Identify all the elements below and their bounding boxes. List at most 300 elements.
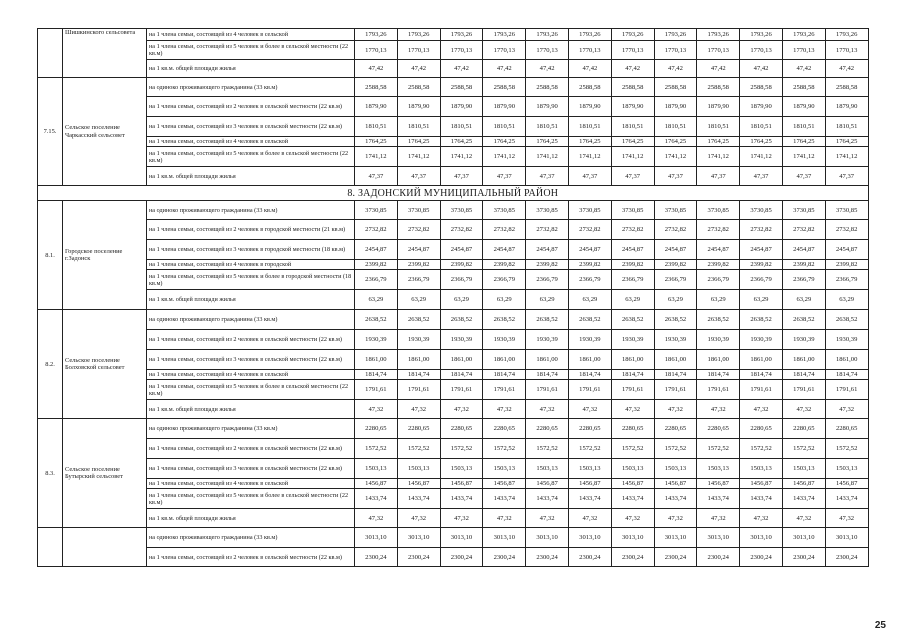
price-cell: 1793,26 bbox=[740, 29, 783, 41]
price-cell: 2280,65 bbox=[397, 419, 440, 439]
table-row bbox=[38, 167, 869, 186]
price-cell: 2366,79 bbox=[440, 270, 483, 290]
price-cell: 2300,24 bbox=[740, 548, 783, 567]
price-cell: 47,37 bbox=[526, 167, 569, 186]
price-cell: 1814,74 bbox=[397, 370, 440, 380]
price-cell: 47,32 bbox=[526, 400, 569, 419]
price-cell: 2399,82 bbox=[526, 260, 569, 270]
row-description: на 1 кв.м. общей площади жилья bbox=[147, 400, 355, 419]
price-cell: 47,42 bbox=[740, 60, 783, 78]
price-cell: 1791,61 bbox=[697, 380, 740, 400]
row-description: на 1 члена семьи, состоящей из 2 человек в сельской местности (22 кв.м) bbox=[147, 548, 355, 567]
price-cell: 47,37 bbox=[825, 167, 868, 186]
price-cell: 1879,90 bbox=[654, 97, 697, 117]
price-cell: 1503,13 bbox=[483, 459, 526, 479]
price-cell: 1503,13 bbox=[611, 459, 654, 479]
price-cell: 2399,82 bbox=[611, 260, 654, 270]
price-cell: 1930,39 bbox=[440, 330, 483, 350]
price-cell: 1861,00 bbox=[611, 350, 654, 370]
row-description: на 1 члена семьи, состоящей из 5 человек и более в сельской местности (22 кв.м) bbox=[147, 489, 355, 509]
row-description: на 1 кв.м. общей площади жилья bbox=[147, 167, 355, 186]
price-cell: 3013,10 bbox=[611, 528, 654, 548]
price-cell: 3730,85 bbox=[568, 201, 611, 220]
price-cell: 1930,39 bbox=[355, 330, 398, 350]
price-cell: 47,42 bbox=[825, 60, 868, 78]
table-row bbox=[38, 310, 869, 330]
price-cell: 47,37 bbox=[397, 167, 440, 186]
price-cell: 1770,13 bbox=[568, 41, 611, 60]
price-cell: 1503,13 bbox=[782, 459, 825, 479]
price-cell: 1764,25 bbox=[526, 137, 569, 147]
price-cell: 2280,65 bbox=[654, 419, 697, 439]
price-cell: 2280,65 bbox=[355, 419, 398, 439]
price-cell: 1503,13 bbox=[440, 459, 483, 479]
price-cell: 1793,26 bbox=[654, 29, 697, 41]
row-description: на 1 члена семьи, состоящей из 4 человек в сельской bbox=[147, 479, 355, 489]
row-description: на 1 члена семьи, состоящей из 5 человек и более в сельской местности (22 кв.м) bbox=[147, 41, 355, 60]
price-cell: 2366,79 bbox=[397, 270, 440, 290]
price-cell: 2588,58 bbox=[611, 78, 654, 97]
price-cell: 47,37 bbox=[654, 167, 697, 186]
price-cell: 1791,61 bbox=[440, 380, 483, 400]
price-cell: 1572,52 bbox=[782, 439, 825, 459]
price-cell: 2366,79 bbox=[483, 270, 526, 290]
price-cell: 3013,10 bbox=[440, 528, 483, 548]
price-cell: 1764,25 bbox=[355, 137, 398, 147]
price-cell: 1503,13 bbox=[568, 459, 611, 479]
price-cell: 1770,13 bbox=[782, 41, 825, 60]
price-cell: 3730,85 bbox=[782, 201, 825, 220]
price-cell: 1791,61 bbox=[355, 380, 398, 400]
table-row bbox=[38, 419, 869, 439]
price-cell: 1861,00 bbox=[740, 350, 783, 370]
price-cell: 1861,00 bbox=[397, 350, 440, 370]
row-description: на одиноко проживающего гражданина (33 кв.м) bbox=[147, 528, 355, 548]
price-cell: 1433,74 bbox=[397, 489, 440, 509]
price-cell: 1861,00 bbox=[483, 350, 526, 370]
price-cell: 47,32 bbox=[782, 400, 825, 419]
price-cell: 63,29 bbox=[355, 290, 398, 310]
price-cell: 2732,82 bbox=[825, 220, 868, 240]
price-cell: 47,42 bbox=[355, 60, 398, 78]
district-heading-row bbox=[38, 186, 869, 201]
table-row bbox=[38, 400, 869, 419]
price-cell: 2588,58 bbox=[440, 78, 483, 97]
price-cell: 1770,13 bbox=[355, 41, 398, 60]
price-cell: 1793,26 bbox=[526, 29, 569, 41]
price-cell: 47,42 bbox=[697, 60, 740, 78]
settlement-name: Сельское поселение Чаркасский сельсовет bbox=[63, 78, 147, 186]
price-cell: 2399,82 bbox=[355, 260, 398, 270]
price-cell: 1572,52 bbox=[483, 439, 526, 459]
price-cell: 3013,10 bbox=[740, 528, 783, 548]
price-cell: 47,37 bbox=[611, 167, 654, 186]
table-row bbox=[38, 260, 869, 270]
price-cell: 2300,24 bbox=[440, 548, 483, 567]
price-cell: 2399,82 bbox=[483, 260, 526, 270]
row-description: на 1 кв.м. общей площади жилья bbox=[147, 509, 355, 528]
price-cell: 3013,10 bbox=[654, 528, 697, 548]
price-cell: 1879,90 bbox=[397, 97, 440, 117]
price-cell: 2638,52 bbox=[355, 310, 398, 330]
price-cell: 2300,24 bbox=[526, 548, 569, 567]
price-cell: 3730,85 bbox=[740, 201, 783, 220]
price-cell: 47,42 bbox=[782, 60, 825, 78]
price-cell: 2366,79 bbox=[526, 270, 569, 290]
price-cell: 1791,61 bbox=[568, 380, 611, 400]
price-cell: 63,29 bbox=[397, 290, 440, 310]
price-cell: 1879,90 bbox=[697, 97, 740, 117]
price-cell: 2638,52 bbox=[526, 310, 569, 330]
row-description: на 1 члена семьи, состоящей из 2 человек в сельской местности (22 кв.м) bbox=[147, 439, 355, 459]
price-cell: 1770,13 bbox=[526, 41, 569, 60]
price-cell: 2300,24 bbox=[825, 548, 868, 567]
price-cell: 3730,85 bbox=[825, 201, 868, 220]
price-cell: 2454,87 bbox=[654, 240, 697, 260]
price-cell: 1814,74 bbox=[654, 370, 697, 380]
row-description: на 1 члена семьи, состоящей из 4 человек в сельской bbox=[147, 137, 355, 147]
price-cell: 1456,87 bbox=[440, 479, 483, 489]
row-description: на 1 члена семьи, состоящей из 4 человек в городской bbox=[147, 260, 355, 270]
price-cell: 1433,74 bbox=[440, 489, 483, 509]
price-cell: 47,32 bbox=[440, 509, 483, 528]
price-cell: 2280,65 bbox=[825, 419, 868, 439]
price-cell: 1814,74 bbox=[782, 370, 825, 380]
price-cell: 1456,87 bbox=[740, 479, 783, 489]
price-cell: 2280,65 bbox=[740, 419, 783, 439]
price-cell: 1879,90 bbox=[440, 97, 483, 117]
price-cell: 1764,25 bbox=[440, 137, 483, 147]
price-cell: 1810,51 bbox=[568, 117, 611, 137]
housing-cost-table bbox=[37, 28, 869, 567]
table-row bbox=[38, 290, 869, 310]
price-cell: 2300,24 bbox=[654, 548, 697, 567]
price-cell: 47,42 bbox=[568, 60, 611, 78]
price-cell: 2280,65 bbox=[697, 419, 740, 439]
row-description: на 1 члена семьи, состоящей из 4 человек в сельской bbox=[147, 29, 355, 41]
table-row bbox=[38, 380, 869, 400]
price-cell: 2638,52 bbox=[611, 310, 654, 330]
price-cell: 1572,52 bbox=[397, 439, 440, 459]
table-row bbox=[38, 147, 869, 167]
price-cell: 1930,39 bbox=[611, 330, 654, 350]
price-cell: 3013,10 bbox=[355, 528, 398, 548]
price-cell: 47,32 bbox=[825, 400, 868, 419]
table-row bbox=[38, 350, 869, 370]
price-cell: 47,32 bbox=[355, 509, 398, 528]
table-row bbox=[38, 270, 869, 290]
price-cell: 47,42 bbox=[397, 60, 440, 78]
price-cell: 1456,87 bbox=[611, 479, 654, 489]
price-cell: 1861,00 bbox=[568, 350, 611, 370]
price-cell: 1764,25 bbox=[568, 137, 611, 147]
row-description: на 1 члена семьи, состоящей из 3 человек в сельской местности (22 кв.м) bbox=[147, 350, 355, 370]
price-cell: 1770,13 bbox=[483, 41, 526, 60]
price-cell: 3730,85 bbox=[697, 201, 740, 220]
price-cell: 2300,24 bbox=[611, 548, 654, 567]
price-cell: 1433,74 bbox=[782, 489, 825, 509]
price-cell: 2399,82 bbox=[440, 260, 483, 270]
price-cell: 1572,52 bbox=[740, 439, 783, 459]
price-cell: 47,42 bbox=[611, 60, 654, 78]
row-description: на 1 члена семьи, состоящей из 3 человек в сельской местности (22 кв.м) bbox=[147, 459, 355, 479]
price-cell: 1879,90 bbox=[568, 97, 611, 117]
price-cell: 2454,87 bbox=[782, 240, 825, 260]
price-cell: 47,32 bbox=[782, 509, 825, 528]
price-cell: 2454,87 bbox=[440, 240, 483, 260]
price-cell: 1810,51 bbox=[526, 117, 569, 137]
price-cell: 1793,26 bbox=[355, 29, 398, 41]
price-cell: 2366,79 bbox=[654, 270, 697, 290]
price-cell: 2280,65 bbox=[526, 419, 569, 439]
price-cell: 47,32 bbox=[397, 509, 440, 528]
price-cell: 1810,51 bbox=[654, 117, 697, 137]
price-cell: 47,32 bbox=[697, 400, 740, 419]
price-cell: 1791,61 bbox=[611, 380, 654, 400]
price-cell: 1764,25 bbox=[483, 137, 526, 147]
price-cell: 47,42 bbox=[654, 60, 697, 78]
price-cell: 2732,82 bbox=[397, 220, 440, 240]
price-cell: 1770,13 bbox=[397, 41, 440, 60]
price-cell: 47,37 bbox=[440, 167, 483, 186]
price-cell: 2638,52 bbox=[483, 310, 526, 330]
price-cell: 1810,51 bbox=[440, 117, 483, 137]
price-cell: 1791,61 bbox=[483, 380, 526, 400]
price-cell: 1810,51 bbox=[782, 117, 825, 137]
price-cell: 1861,00 bbox=[526, 350, 569, 370]
table-row bbox=[38, 548, 869, 567]
district-heading: 8. ЗАДОНСКИЙ МУНИЦИПАЛЬНЫЙ РАЙОН bbox=[38, 186, 869, 201]
price-cell: 2732,82 bbox=[697, 220, 740, 240]
table-row bbox=[38, 60, 869, 78]
price-cell: 1791,61 bbox=[526, 380, 569, 400]
price-cell: 2638,52 bbox=[568, 310, 611, 330]
price-cell: 2588,58 bbox=[697, 78, 740, 97]
price-cell: 2454,87 bbox=[526, 240, 569, 260]
price-cell: 1572,52 bbox=[526, 439, 569, 459]
price-cell: 63,29 bbox=[611, 290, 654, 310]
table-row bbox=[38, 509, 869, 528]
price-cell: 2300,24 bbox=[483, 548, 526, 567]
settlement-name bbox=[63, 528, 147, 567]
price-cell: 1930,39 bbox=[697, 330, 740, 350]
price-cell: 1741,12 bbox=[440, 147, 483, 167]
table-row bbox=[38, 97, 869, 117]
price-cell: 1572,52 bbox=[654, 439, 697, 459]
price-cell: 2300,24 bbox=[568, 548, 611, 567]
price-cell: 2588,58 bbox=[526, 78, 569, 97]
price-cell: 1764,25 bbox=[740, 137, 783, 147]
row-description: на 1 члена семьи, состоящей из 5 человек и более в городской местности (18 кв.м) bbox=[147, 270, 355, 290]
price-cell: 1814,74 bbox=[825, 370, 868, 380]
price-cell: 2399,82 bbox=[397, 260, 440, 270]
price-cell: 3013,10 bbox=[825, 528, 868, 548]
price-cell: 2588,58 bbox=[740, 78, 783, 97]
price-cell: 2280,65 bbox=[568, 419, 611, 439]
settlement-code: 7.15. bbox=[38, 78, 63, 186]
price-cell: 1503,13 bbox=[825, 459, 868, 479]
table-body bbox=[38, 29, 869, 567]
price-cell: 1861,00 bbox=[782, 350, 825, 370]
price-cell: 1764,25 bbox=[782, 137, 825, 147]
price-cell: 47,32 bbox=[697, 509, 740, 528]
price-cell: 47,32 bbox=[568, 400, 611, 419]
price-cell: 1879,90 bbox=[740, 97, 783, 117]
price-cell: 2399,82 bbox=[568, 260, 611, 270]
price-cell: 1791,61 bbox=[397, 380, 440, 400]
row-description: на 1 члена семьи, состоящей из 2 человек в городской местности (21 кв.м) bbox=[147, 220, 355, 240]
price-cell: 47,32 bbox=[654, 509, 697, 528]
price-cell: 1930,39 bbox=[526, 330, 569, 350]
price-cell: 2732,82 bbox=[440, 220, 483, 240]
row-description: на 1 кв.м. общей площади жилья bbox=[147, 60, 355, 78]
price-cell: 1741,12 bbox=[740, 147, 783, 167]
price-cell: 1810,51 bbox=[740, 117, 783, 137]
price-cell: 2732,82 bbox=[568, 220, 611, 240]
price-cell: 1793,26 bbox=[483, 29, 526, 41]
price-cell: 1930,39 bbox=[740, 330, 783, 350]
settlement-code: 8.1. bbox=[38, 201, 63, 310]
price-cell: 1930,39 bbox=[782, 330, 825, 350]
price-cell: 47,42 bbox=[526, 60, 569, 78]
price-cell: 2454,87 bbox=[825, 240, 868, 260]
price-cell: 1814,74 bbox=[440, 370, 483, 380]
price-cell: 1770,13 bbox=[740, 41, 783, 60]
price-cell: 2732,82 bbox=[782, 220, 825, 240]
price-cell: 1741,12 bbox=[483, 147, 526, 167]
price-cell: 1879,90 bbox=[782, 97, 825, 117]
row-description: на 1 члена семьи, состоящей из 3 человек в городской местности (18 кв.м) bbox=[147, 240, 355, 260]
table-row bbox=[38, 439, 869, 459]
price-cell: 47,37 bbox=[740, 167, 783, 186]
settlement-code: 8.2. bbox=[38, 310, 63, 419]
price-cell: 1572,52 bbox=[611, 439, 654, 459]
price-cell: 1433,74 bbox=[355, 489, 398, 509]
price-cell: 2399,82 bbox=[825, 260, 868, 270]
price-cell: 2300,24 bbox=[355, 548, 398, 567]
price-cell: 3013,10 bbox=[697, 528, 740, 548]
price-cell: 1456,87 bbox=[483, 479, 526, 489]
row-description: на 1 члена семьи, состоящей из 3 человек в сельской местности (22 кв.м) bbox=[147, 117, 355, 137]
price-cell: 1764,25 bbox=[654, 137, 697, 147]
row-description: на 1 члена семьи, состоящей из 5 человек и более в сельской местности (22 кв.м) bbox=[147, 380, 355, 400]
price-cell: 2399,82 bbox=[654, 260, 697, 270]
price-cell: 3730,85 bbox=[483, 201, 526, 220]
settlement-name: Шишкинского сельсовета bbox=[63, 29, 147, 78]
price-cell: 1814,74 bbox=[483, 370, 526, 380]
table-row bbox=[38, 137, 869, 147]
price-cell: 1814,74 bbox=[355, 370, 398, 380]
price-cell: 3730,85 bbox=[355, 201, 398, 220]
price-cell: 3013,10 bbox=[782, 528, 825, 548]
price-cell: 2399,82 bbox=[740, 260, 783, 270]
price-cell: 1503,13 bbox=[697, 459, 740, 479]
price-cell: 3730,85 bbox=[397, 201, 440, 220]
price-cell: 47,32 bbox=[611, 400, 654, 419]
price-cell: 2638,52 bbox=[825, 310, 868, 330]
price-cell: 3013,10 bbox=[568, 528, 611, 548]
price-cell: 1930,39 bbox=[397, 330, 440, 350]
price-cell: 1572,52 bbox=[355, 439, 398, 459]
price-cell: 1433,74 bbox=[526, 489, 569, 509]
price-cell: 47,32 bbox=[483, 400, 526, 419]
price-cell: 2638,52 bbox=[654, 310, 697, 330]
price-cell: 1572,52 bbox=[568, 439, 611, 459]
price-cell: 1793,26 bbox=[697, 29, 740, 41]
price-cell: 1764,25 bbox=[825, 137, 868, 147]
price-cell: 2588,58 bbox=[825, 78, 868, 97]
settlement-name: Сельское поселение Болховской сельсовет bbox=[63, 310, 147, 419]
settlement-name: Сельское поселение Бутырский сельсовет bbox=[63, 419, 147, 528]
price-cell: 47,32 bbox=[740, 400, 783, 419]
price-cell: 2366,79 bbox=[740, 270, 783, 290]
table-row bbox=[38, 29, 869, 41]
price-cell: 3730,85 bbox=[654, 201, 697, 220]
table-row bbox=[38, 240, 869, 260]
price-cell: 1814,74 bbox=[740, 370, 783, 380]
price-cell: 47,32 bbox=[568, 509, 611, 528]
price-cell: 1456,87 bbox=[526, 479, 569, 489]
price-cell: 3013,10 bbox=[526, 528, 569, 548]
price-cell: 1433,74 bbox=[697, 489, 740, 509]
price-cell: 1861,00 bbox=[355, 350, 398, 370]
price-cell: 2454,87 bbox=[568, 240, 611, 260]
price-cell: 2732,82 bbox=[355, 220, 398, 240]
price-cell: 1814,74 bbox=[611, 370, 654, 380]
price-cell: 2638,52 bbox=[440, 310, 483, 330]
price-cell: 2454,87 bbox=[483, 240, 526, 260]
price-cell: 1503,13 bbox=[526, 459, 569, 479]
table-row bbox=[38, 479, 869, 489]
price-cell: 1433,74 bbox=[740, 489, 783, 509]
price-cell: 1572,52 bbox=[697, 439, 740, 459]
price-cell: 1741,12 bbox=[526, 147, 569, 167]
price-cell: 1741,12 bbox=[611, 147, 654, 167]
price-cell: 1770,13 bbox=[654, 41, 697, 60]
row-description: на 1 члена семьи, состоящей из 2 человек в сельской местности (22 кв.м) bbox=[147, 97, 355, 117]
price-cell: 47,37 bbox=[697, 167, 740, 186]
price-cell: 2280,65 bbox=[483, 419, 526, 439]
row-description: на одиноко проживающего гражданина (33 кв.м) bbox=[147, 310, 355, 330]
price-cell: 1741,12 bbox=[697, 147, 740, 167]
price-cell: 1741,12 bbox=[355, 147, 398, 167]
price-cell: 2732,82 bbox=[526, 220, 569, 240]
price-cell: 1879,90 bbox=[611, 97, 654, 117]
price-cell: 2454,87 bbox=[355, 240, 398, 260]
price-cell: 2300,24 bbox=[782, 548, 825, 567]
price-cell: 1456,87 bbox=[355, 479, 398, 489]
price-cell: 1741,12 bbox=[782, 147, 825, 167]
price-cell: 1456,87 bbox=[397, 479, 440, 489]
price-cell: 1791,61 bbox=[782, 380, 825, 400]
price-cell: 2588,58 bbox=[397, 78, 440, 97]
table-row bbox=[38, 201, 869, 220]
price-cell: 63,29 bbox=[654, 290, 697, 310]
price-cell: 1810,51 bbox=[697, 117, 740, 137]
table-row bbox=[38, 370, 869, 380]
row-description: на 1 члена семьи, состоящей из 2 человек в сельской местности (22 кв.м) bbox=[147, 330, 355, 350]
price-cell: 1741,12 bbox=[397, 147, 440, 167]
price-cell: 1793,26 bbox=[568, 29, 611, 41]
price-cell: 1741,12 bbox=[568, 147, 611, 167]
price-cell: 1810,51 bbox=[825, 117, 868, 137]
price-cell: 2366,79 bbox=[825, 270, 868, 290]
price-cell: 47,32 bbox=[483, 509, 526, 528]
price-cell: 1879,90 bbox=[526, 97, 569, 117]
price-cell: 2588,58 bbox=[568, 78, 611, 97]
price-cell: 47,32 bbox=[611, 509, 654, 528]
price-cell: 47,37 bbox=[483, 167, 526, 186]
